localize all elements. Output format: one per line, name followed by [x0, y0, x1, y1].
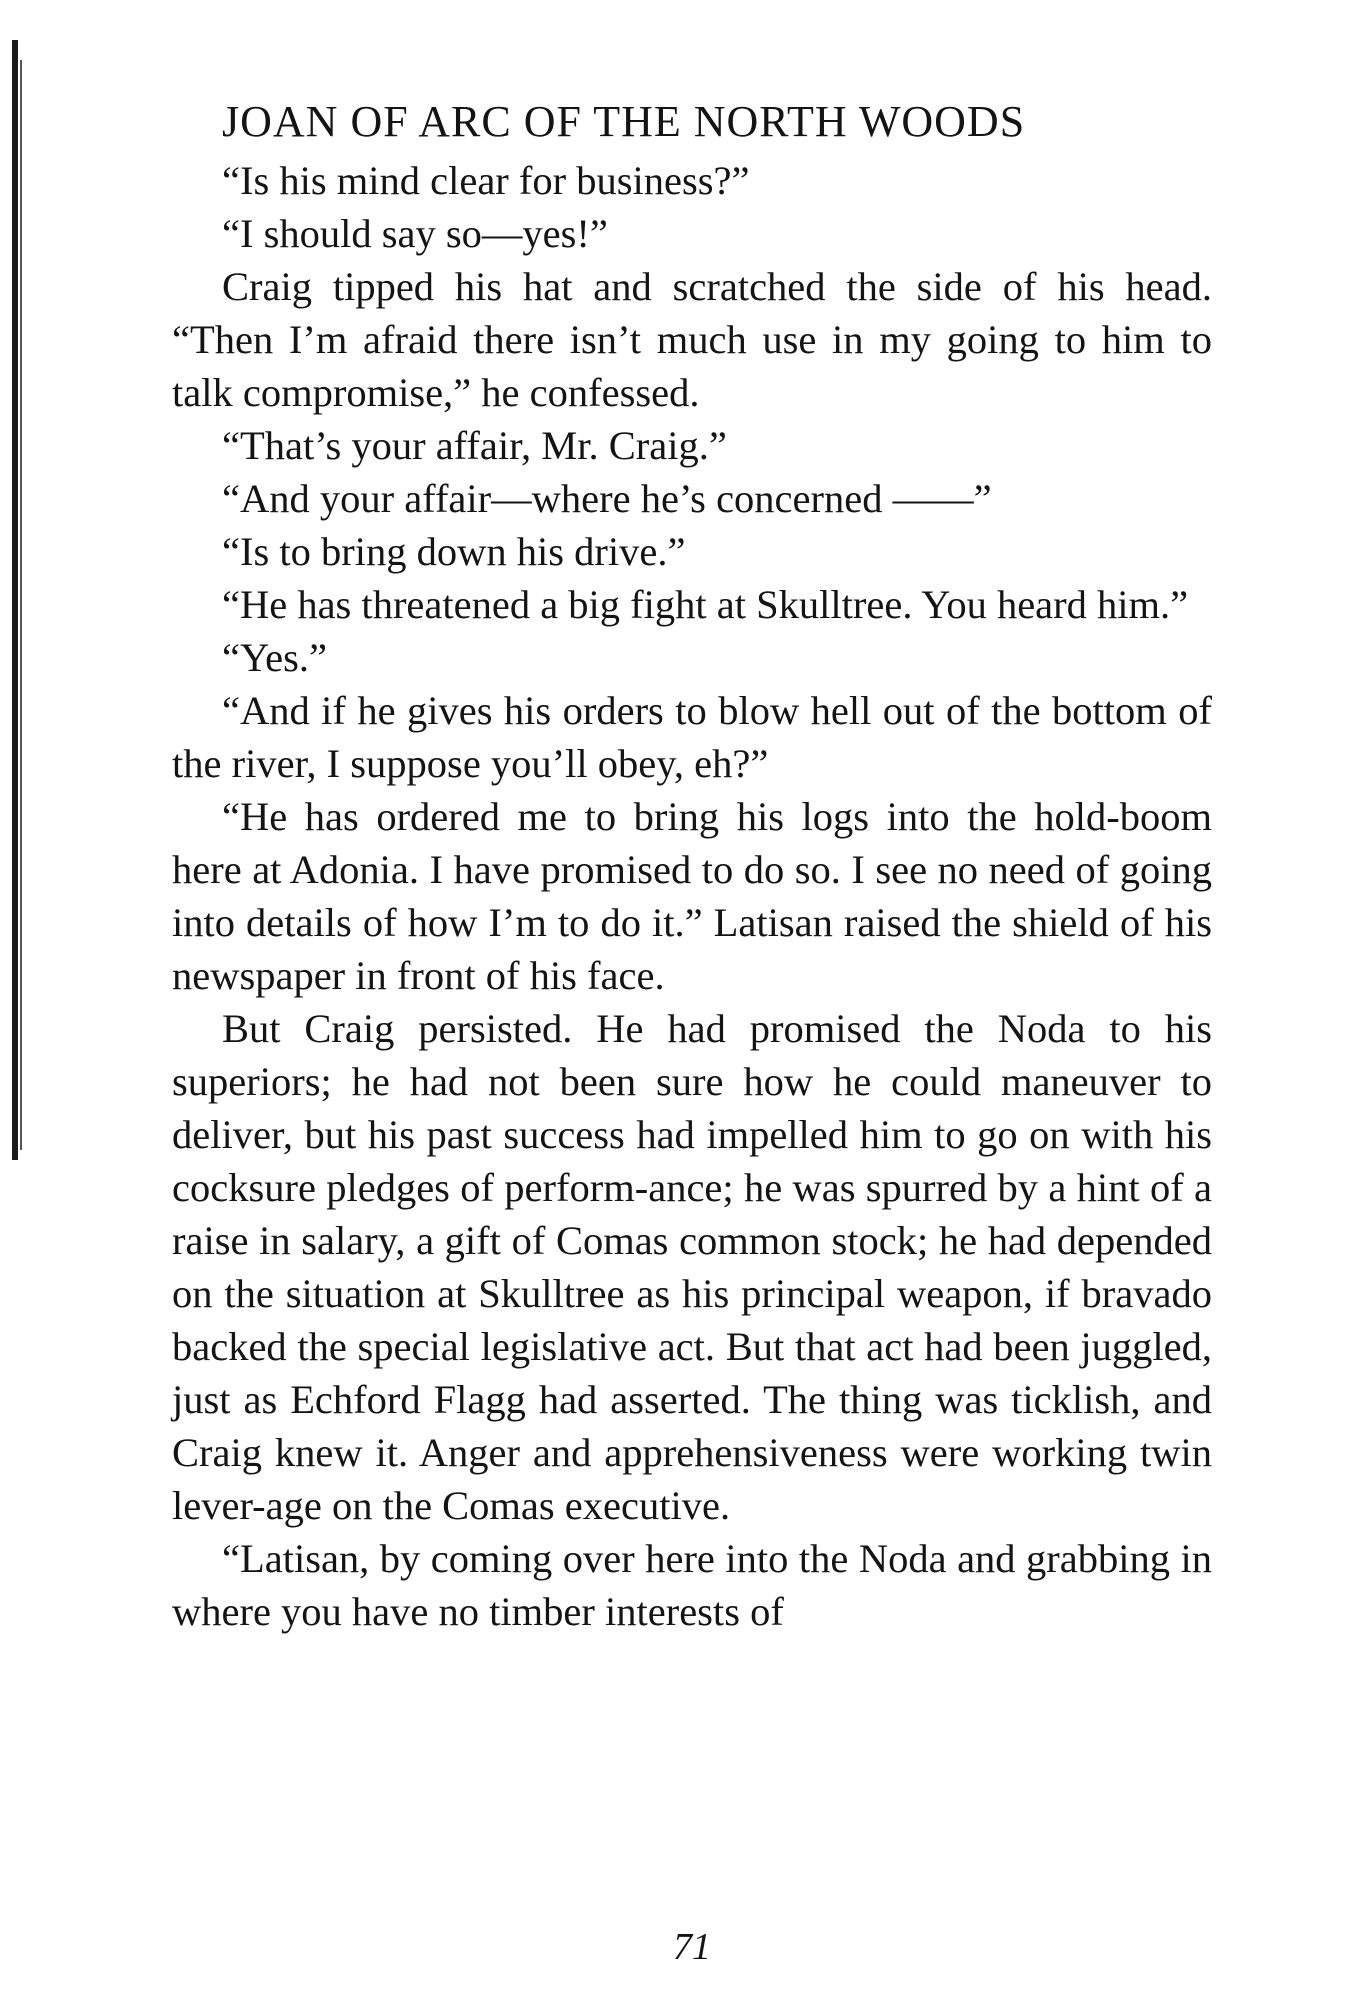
- paragraph: “And your affair—where he’s concerned ——”: [222, 476, 992, 521]
- paragraph: “He has ordered me to bring his logs into the hold-boom here at Adonia. I have promised to do so. I see no need of going into details of how I’m to do it.” Latisan raised the shield of his newspaper in front of his face.: [172, 794, 1212, 998]
- body-text: [172, 154, 1212, 1638]
- running-head: JOAN OF ARC OF THE NORTH WOODS: [222, 97, 1026, 146]
- paragraph: “I should say so—yes!”: [222, 211, 608, 256]
- binding-edge-line: [20, 60, 22, 1150]
- paragraph: “He has threatened a big fight at Skulltree. You heard him.”: [222, 582, 1189, 627]
- paragraph: “And if he gives his orders to blow hell out of the bottom of the river, I suppose you’ll obey, eh?”: [172, 688, 1212, 786]
- paragraph: “Yes.”: [222, 635, 328, 680]
- paragraph: Craig tipped his hat and scratched the side of his head. “Then I’m afraid there isn’t much use in my going to him to talk compromise,” he confessed.: [172, 264, 1212, 415]
- binding-edge-shadow: [12, 40, 18, 1160]
- book-page: [172, 90, 1212, 1968]
- paragraph: But Craig persisted. He had promised the Noda to his superiors; he had not been sure how he could maneuver to deliver, but his past success had impelled him to go on with his cocksure pledges of perform-ance; he was spurred by a hint of a raise in salary, a gift of Comas common stock; he had depended on the situation at Skulltree as his principal weapon, if bravado backed the special legislative act. But that act had been juggled, just as Echford Flagg had asserted. The thing was ticklish, and Craig knew it. Anger and apprehensiveness were working twin lever-age on the Comas executive.: [172, 1006, 1212, 1528]
- paragraph: “Latisan, by coming over here into the Noda and grabbing in where you have no timber interests of: [172, 1536, 1212, 1634]
- paragraph: “Is to bring down his drive.”: [222, 529, 686, 574]
- paragraph: “That’s your affair, Mr. Craig.”: [222, 423, 727, 468]
- paragraph: “Is his mind clear for business?”: [222, 158, 750, 203]
- page-number: 71: [673, 1926, 711, 1968]
